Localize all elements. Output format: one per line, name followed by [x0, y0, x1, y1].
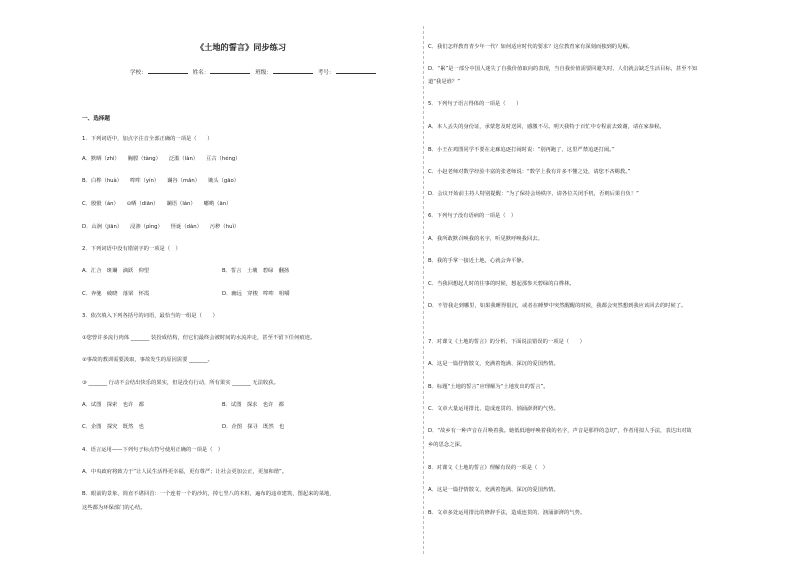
q6-option-d: D．不管我走到哪里，如果我睡得很沉，或者在睡梦中突然醒醒的时候，我都会突然想到我应该回去的时候了。 [428, 303, 687, 309]
q7-option-d-line1: D．“故乡有一种声音在召唤着我。她低低地呼唤着我的名字，声音是那样的急切”，作者用拟人手法，表达出对故 [428, 428, 692, 434]
school-label: 学校： [130, 70, 147, 76]
q1-stem: 1．下列词语中，加点字注音全部正确的一项是（ ） [82, 136, 213, 142]
q6-stem: 6．下列句子没有语病的一项是（ ） [428, 213, 517, 219]
section-heading: 一、选择题 [82, 116, 110, 122]
student-info-line [130, 68, 379, 76]
q3-sentence-3: ③ _______ 行动不会结出快乐的果实，但是没有行动，所有果实 _______ 无法收获。 [82, 380, 279, 386]
q8-stem: 8．对课文《土地的誓言》理解有误的一项是（ ） [428, 465, 548, 471]
q2-options-ab [82, 268, 362, 274]
q6-option-a: A．我所敢默召唤我的名字，听见默呼唤我回去。 [428, 236, 543, 242]
exam-number-blank[interactable] [336, 68, 376, 74]
q5-stem: 5．下列句子语言得体的一项是（ ） [428, 101, 522, 107]
q3-stem: 3．依次填入下列各括号的词语，最恰当的一组是（ ） [82, 313, 218, 319]
q7-stem: 7．对课文《土地的誓言》的分析，下面说法错误的一项是（ ） [428, 339, 585, 345]
q2-option-b: B．誓言 土壤 碧绿 翻扬 [222, 268, 290, 274]
q4-option-d-line1: D．“累”是一部分中国人迷失了自我价值取向的表现，当自我价值需要回避失时，人们就会缺乏生活目标，甚至不知 [428, 66, 698, 72]
q2-option-d: D．幽远 穿梭 哞哞 咀嚼 [222, 291, 290, 297]
q6-option-c: C．当我回想起儿时的往事的时候，想起那参天碧绿的白桦林。 [428, 281, 575, 287]
q6-option-b: B．我的手掌一接近土地，心就会奔平静。 [428, 258, 527, 264]
school-blank[interactable] [148, 68, 188, 74]
class-blank[interactable] [273, 68, 313, 74]
column-divider [423, 26, 424, 554]
q1-option-a: A．默晒（zhì） 胸膛（tàng） 泛滥（làn） 亘古（héng） [82, 156, 241, 162]
q1-option-c: C．骰骰（án） ⊙晒（diān） 谰语（lán） 嘟哟（ān） [82, 201, 232, 207]
q4-option-c: C．我们怎样教育青少年一代？如何适应时代的要求？这位教育家有深刻而独到的见解。 [428, 44, 633, 50]
q3-sentence-2: ②事故的教训需要汲取，事故发生的原因需要 _______。 [82, 357, 213, 363]
q8-option-a: A．这是一篇抒情散文，充满着饱满、深沉的爱国热情。 [428, 487, 559, 493]
q3-options-ab [82, 402, 362, 408]
q3-option-b: B．试图 探求 也许 都 [222, 402, 284, 408]
q3-option-c: C．企图 探究 既然 也 [82, 424, 144, 430]
page-title: 《土地的誓言》同步练习 [195, 42, 287, 52]
q4-option-b-line2: 这些都为环保部门的心结。 [82, 505, 146, 511]
q7-option-b: B．标题“土地的誓言”应理解为“土地发出的誓言”。 [428, 384, 549, 390]
q8-option-b: B．文章多处运用排比的修辞手法，造成连贯的、汹涌澎湃的气势。 [428, 510, 586, 516]
q2-option-c: C．奔驰 破晓 落梁 怀霞 [82, 291, 150, 297]
q2-options-cd [82, 291, 362, 297]
q3-sentence-1: ①您曾许多流行肉体 _______ 装扮成结构，但它们最终会被时间的水流冲走，甚至不留下任何痕迹。 [82, 335, 316, 341]
q5-option-b: B．小王在鸡图同学不要在走廊追逐打闹时说：“别再跑了，这里严禁追逐打闹。” [428, 147, 615, 153]
q1-option-d: D．山涧（jiān） 浸渗（pìng） 怪诞（dàn） 污秽（huì） [82, 224, 240, 230]
class-label: 班级： [255, 70, 272, 76]
q3-option-d: D．企图 探寻 既然 也 [222, 424, 285, 430]
q3-option-a: A．试图 探索 也许 都 [82, 402, 144, 408]
q2-stem: 2．下列词语中没有错别字的一项是（ ） [82, 246, 181, 252]
name-blank[interactable] [210, 68, 250, 74]
q7-option-a: A．这是一篇抒情散文，充满着饱满、深沉的爱国热情。 [428, 361, 559, 367]
q5-option-a: A．本人丢失的身份证，承蒙您及时送回，感激不尽。明天我特于百忙中专程前去致谢，请在家恭候。 [428, 124, 665, 130]
q7-option-c: C．文章大量运用排比，造成连贯的、汹涌澎湃的气势。 [428, 406, 559, 412]
name-label: 姓名： [192, 70, 210, 76]
exam-number-label: 考号： [317, 70, 335, 76]
q2-option-a: A．汇合 斑斓 滴跃 仰望 [82, 268, 150, 274]
q1-option-b: B．白桦（huà） 哞哞（yín） 谰谷（mǎn） 锄头（gāo） [82, 178, 240, 184]
q4-stem: 4．语言运用——下列句子标点符号使用正确的一项是（ ） [82, 447, 224, 453]
q4-option-d-line2: 道“我是谁？” [428, 79, 460, 85]
q5-option-c: C．小赵老师对数学经验丰富的张老师说：“数学上我有许多不懂之处，请您不吝赐教。” [428, 169, 631, 175]
q4-option-a: A．中央政府将致力于“让人民生活得更幸福，更有尊严；让社会更加公正，更加和谐”。 [82, 469, 288, 475]
q7-option-d-line2: 乡的思念之深。 [428, 442, 466, 448]
q3-options-cd [82, 424, 362, 430]
q5-option-d: D．会议开始前主持人特别提醒：“为了保持会场秩序，请各位关闭手机，否则后果自负！” [428, 191, 639, 197]
q4-option-b-line1: B．眼前的景象，简直不堪回首：一个连着一个的沙坑，掉七竖八的木桩，遍布的违章建筑，图起来的菜地， [82, 491, 335, 497]
